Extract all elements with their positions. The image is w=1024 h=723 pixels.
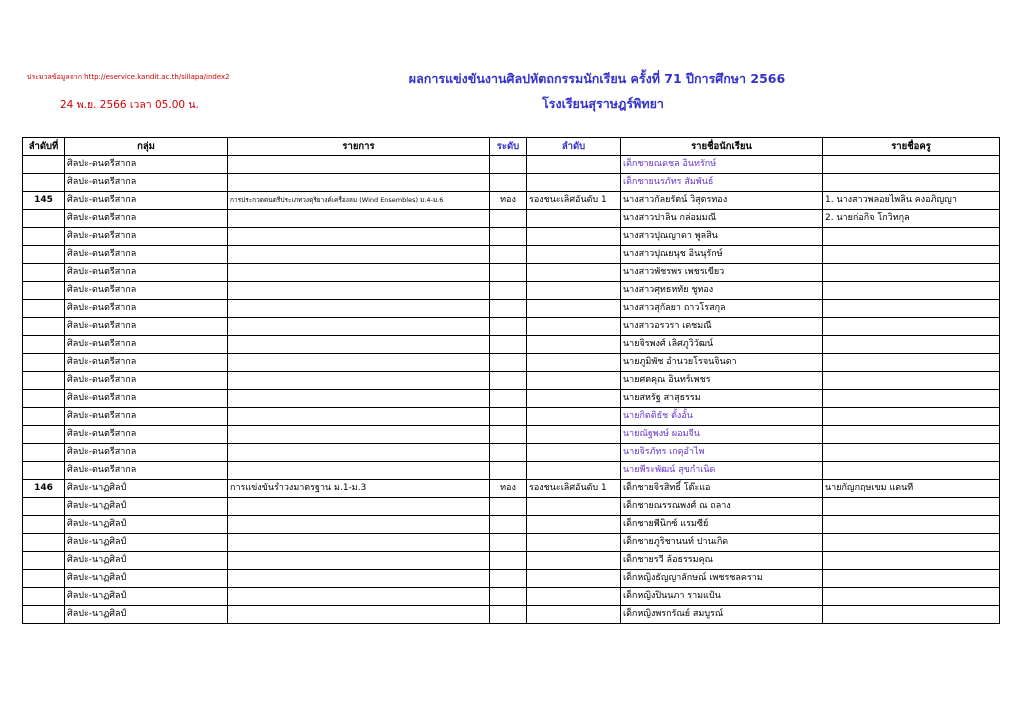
cell-no [23,300,65,318]
cell-rank [527,318,621,336]
cell-student: นางสาวศุทธหทัย ชูทอง [621,282,823,300]
cell-group: ศิลปะ-นาฏศิลป์ [65,552,228,570]
cell-student: นายภูมิพัช อำนวยโรจนจินดา [621,354,823,372]
cell-teacher [823,498,1000,516]
cell-group: ศิลปะ-ดนตรีสากล [65,192,228,210]
cell-rank [527,336,621,354]
cell-no [23,372,65,390]
cell-rank [527,534,621,552]
cell-student: เด็กชายนรภัทร สัมพันธ์ [621,174,823,192]
cell-student: นางสาวพัชรพร เพชรเขียว [621,264,823,282]
cell-level [490,426,527,444]
cell-item [228,444,490,462]
cell-no: 146 [23,480,65,498]
table-row [23,516,1000,534]
cell-no [23,246,65,264]
table-row [23,156,1000,174]
table-row [23,588,1000,606]
cell-student: เด็กหญิงปินนภา รามแป้น [621,588,823,606]
cell-teacher [823,282,1000,300]
cell-item [228,498,490,516]
cell-no [23,588,65,606]
column-header-item: รายการ [228,138,490,156]
cell-no [23,552,65,570]
cell-teacher: 2. นายก่อกิจ โกวิทกุล [823,210,1000,228]
table-row [23,300,1000,318]
cell-level [490,588,527,606]
cell-item [228,228,490,246]
column-header-teachers: รายชื่อครู [823,138,1000,156]
cell-no [23,174,65,192]
table-row [23,462,1000,480]
cell-level [490,246,527,264]
cell-no [23,390,65,408]
column-header-rank: ลำดับ [527,138,621,156]
cell-student: นางสาวสุกัลยา ถาวโรสกุล [621,300,823,318]
cell-no [23,426,65,444]
table-row [23,570,1000,588]
cell-rank [527,174,621,192]
cell-item [228,354,490,372]
source-note: ประมวลข้อมูลจาก http://eservice.kandit.ac.th/sillapa/index2 [27,73,230,81]
cell-item [228,426,490,444]
date-note: 24 พ.ย. 2566 เวลา 05.00 น. [60,99,199,111]
cell-no [23,606,65,624]
cell-group: ศิลปะ-ดนตรีสากล [65,336,228,354]
cell-teacher [823,408,1000,426]
cell-rank [527,516,621,534]
column-header-level: ระดับ [490,138,527,156]
cell-item [228,570,490,588]
cell-student: นายณัฐพงษ์ ผอมจีน [621,426,823,444]
cell-item [228,408,490,426]
cell-student: นายพีระพัฒน์ สุขกำเนิด [621,462,823,480]
cell-rank [527,282,621,300]
cell-no [23,264,65,282]
cell-group: ศิลปะ-ดนตรีสากล [65,462,228,480]
cell-no [23,156,65,174]
cell-item [228,372,490,390]
table-row [23,426,1000,444]
cell-group: ศิลปะ-ดนตรีสากล [65,426,228,444]
cell-teacher [823,390,1000,408]
cell-group: ศิลปะ-นาฏศิลป์ [65,588,228,606]
column-header-no: ลำดับที่ [23,138,65,156]
cell-group: ศิลปะ-ดนตรีสากล [65,228,228,246]
table-row [23,534,1000,552]
cell-teacher [823,570,1000,588]
cell-no [23,282,65,300]
cell-teacher [823,228,1000,246]
cell-student: เด็กชายณรรณพงศ์ ณ ถลาง [621,498,823,516]
cell-no [23,516,65,534]
table-row [23,372,1000,390]
cell-level [490,156,527,174]
cell-student: นางสาวปุณยนุช อินนุรักษ์ [621,246,823,264]
cell-group: ศิลปะ-นาฏศิลป์ [65,534,228,552]
cell-level [490,408,527,426]
cell-rank [527,408,621,426]
cell-student: เด็กชายรวี ล้อธรรมคุณ [621,552,823,570]
cell-student: นางสาวปุณญาดา พูลสิน [621,228,823,246]
cell-teacher [823,534,1000,552]
cell-group: ศิลปะ-นาฏศิลป์ [65,516,228,534]
cell-teacher [823,606,1000,624]
cell-teacher: นายกัญกฤษเขม แดนที [823,480,1000,498]
cell-level [490,372,527,390]
table-header-row [23,138,1000,156]
cell-rank [527,264,621,282]
cell-level [490,390,527,408]
cell-group: ศิลปะ-นาฏศิลป์ [65,570,228,588]
cell-rank [527,390,621,408]
cell-level [490,174,527,192]
cell-student: นายศตคุณ อินทร์เพชร [621,372,823,390]
cell-rank [527,588,621,606]
cell-group: ศิลปะ-ดนตรีสากล [65,174,228,192]
cell-level [490,516,527,534]
table-row [23,210,1000,228]
cell-item [228,606,490,624]
cell-group: ศิลปะ-ดนตรีสากล [65,156,228,174]
school-name: โรงเรียนสุราษฎร์พิทยา [542,96,664,111]
cell-no [23,462,65,480]
cell-rank [527,570,621,588]
cell-group: ศิลปะ-ดนตรีสากล [65,354,228,372]
table-row [23,390,1000,408]
cell-teacher [823,462,1000,480]
table-row [23,606,1000,624]
cell-teacher [823,318,1000,336]
cell-student: นายจิรภัทร เกตุอำไพ [621,444,823,462]
cell-student: นายกิตติธัช ตั้งอั้น [621,408,823,426]
cell-student: เด็กชายจิรสิทธิ์ โต๊ะแอ [621,480,823,498]
table-row [23,228,1000,246]
cell-rank: รองชนะเลิศอันดับ 1 [527,480,621,498]
cell-teacher [823,588,1000,606]
cell-item [228,552,490,570]
table-row [23,282,1000,300]
cell-item [228,516,490,534]
cell-teacher [823,174,1000,192]
table-row [23,192,1000,210]
cell-level [490,300,527,318]
cell-level [490,552,527,570]
cell-teacher [823,372,1000,390]
table-row [23,354,1000,372]
cell-level [490,606,527,624]
cell-student: เด็กชายพีนิกซ์ แรมซีย์ [621,516,823,534]
cell-no [23,444,65,462]
cell-group: ศิลปะ-ดนตรีสากล [65,300,228,318]
cell-group: ศิลปะ-นาฏศิลป์ [65,480,228,498]
cell-rank [527,372,621,390]
cell-rank [527,210,621,228]
cell-rank [527,426,621,444]
cell-level [490,444,527,462]
cell-item: การประกวดดนตรีประเภทวงดุริยางค์เครื่องลม (Wind Ensembles) ม.4-ม.6 [228,192,490,210]
cell-no [23,336,65,354]
cell-rank [527,444,621,462]
cell-no [23,408,65,426]
cell-item [228,156,490,174]
cell-group: ศิลปะ-ดนตรีสากล [65,408,228,426]
results-table [22,137,1000,624]
cell-rank [527,246,621,264]
cell-teacher [823,444,1000,462]
cell-no [23,228,65,246]
table-row [23,552,1000,570]
page-title: ผลการแข่งขันงานศิลปหัตถกรรมนักเรียน ครั้งที่ 71 ปีการศึกษา 2566 [408,71,786,86]
table-row [23,264,1000,282]
cell-level [490,354,527,372]
cell-rank [527,354,621,372]
cell-item [228,534,490,552]
cell-level [490,570,527,588]
cell-item [228,300,490,318]
cell-group: ศิลปะ-นาฏศิลป์ [65,606,228,624]
table-row [23,498,1000,516]
cell-teacher: 1. นางสาวพลอยไพลิน คงอภิญญา [823,192,1000,210]
cell-group: ศิลปะ-ดนตรีสากล [65,318,228,336]
table-row [23,444,1000,462]
cell-student: เด็กหญิงธัญญาลักษณ์ เพชรชลคราม [621,570,823,588]
table-row [23,408,1000,426]
table-row [23,174,1000,192]
cell-no [23,570,65,588]
cell-rank [527,462,621,480]
cell-level: ทอง [490,480,527,498]
cell-rank [527,606,621,624]
cell-teacher [823,156,1000,174]
cell-group: ศิลปะ-ดนตรีสากล [65,444,228,462]
cell-item [228,282,490,300]
column-header-group: กลุ่ม [65,138,228,156]
cell-rank [527,552,621,570]
cell-level: ทอง [490,192,527,210]
cell-student: นายจิรพงศ์ เลิศภูวิวัฒน์ [621,336,823,354]
table-row [23,318,1000,336]
cell-group: ศิลปะ-ดนตรีสากล [65,210,228,228]
cell-item [228,246,490,264]
cell-group: ศิลปะ-ดนตรีสากล [65,246,228,264]
cell-teacher [823,246,1000,264]
cell-no [23,318,65,336]
cell-group: ศิลปะ-ดนตรีสากล [65,264,228,282]
cell-rank [527,156,621,174]
cell-student: เด็กหญิงพรกรัณย์ สมบูรณ์ [621,606,823,624]
cell-no [23,210,65,228]
cell-student: นางสาวอรวรา เดชมณี [621,318,823,336]
cell-teacher [823,516,1000,534]
cell-rank [527,228,621,246]
cell-item [228,264,490,282]
cell-group: ศิลปะ-ดนตรีสากล [65,372,228,390]
cell-rank [527,300,621,318]
cell-group: ศิลปะ-นาฏศิลป์ [65,498,228,516]
cell-item [228,336,490,354]
cell-teacher [823,300,1000,318]
cell-group: ศิลปะ-ดนตรีสากล [65,390,228,408]
cell-item [228,318,490,336]
cell-item [228,390,490,408]
cell-level [490,534,527,552]
cell-rank [527,498,621,516]
cell-item: การแข่งขันรำวงมาตรฐาน ม.1-ม.3 [228,480,490,498]
cell-teacher [823,354,1000,372]
cell-no [23,354,65,372]
cell-level [490,498,527,516]
cell-level [490,282,527,300]
cell-level [490,318,527,336]
cell-level [490,210,527,228]
cell-no: 145 [23,192,65,210]
cell-no [23,534,65,552]
cell-level [490,264,527,282]
table-row [23,480,1000,498]
cell-item [228,462,490,480]
cell-item [228,588,490,606]
cell-group: ศิลปะ-ดนตรีสากล [65,282,228,300]
cell-rank: รองชนะเลิศอันดับ 1 [527,192,621,210]
cell-level [490,462,527,480]
table-body [23,156,1000,624]
cell-item [228,174,490,192]
cell-level [490,228,527,246]
cell-no [23,498,65,516]
cell-student: นางสาวกัลยรัตน์ วิสุตรทอง [621,192,823,210]
cell-teacher [823,552,1000,570]
table-row [23,246,1000,264]
cell-teacher [823,426,1000,444]
table-row [23,336,1000,354]
cell-teacher [823,264,1000,282]
cell-level [490,336,527,354]
cell-student: นางสาวปาลิน กล่อมมณี [621,210,823,228]
cell-item [228,210,490,228]
cell-student: เด็กชายภูริชานนท์ ปานเกิด [621,534,823,552]
cell-student: เด็กชายณดชล อินทรักษ์ [621,156,823,174]
cell-student: นายสหรัฐ สาสุธรรม [621,390,823,408]
column-header-students: รายชื่อนักเรียน [621,138,823,156]
cell-teacher [823,336,1000,354]
